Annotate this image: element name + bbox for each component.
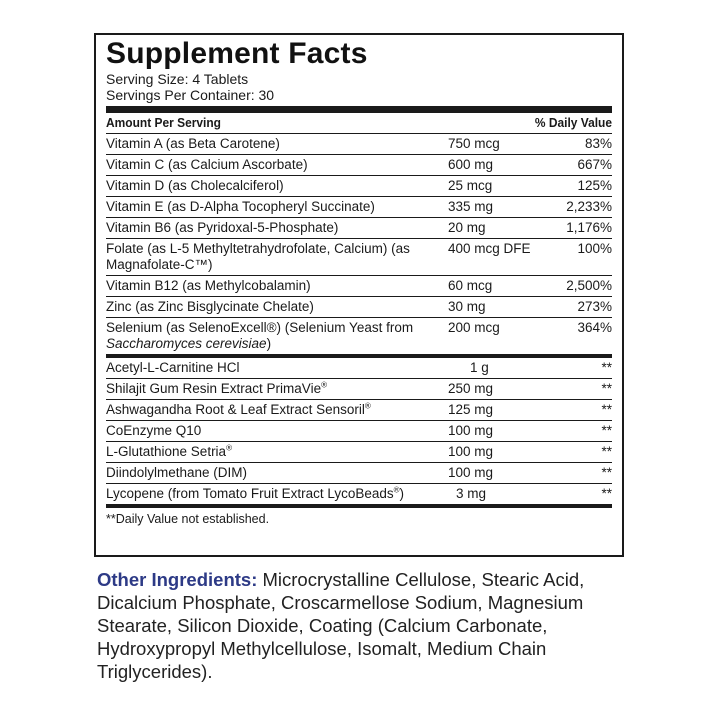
- nutrient-row: [106, 197, 612, 218]
- ingredient-name: [106, 381, 448, 397]
- nutrient-name: Vitamin D (as Cholecalciferol): [106, 178, 284, 193]
- nutrient-name: Zinc (as Zinc Bisglycinate Chelate): [106, 299, 314, 314]
- nutrient-row: [106, 318, 612, 354]
- ingredient-name: [106, 486, 448, 502]
- ingredient-name: Acetyl-L-Carnitine HCl: [106, 360, 240, 375]
- vitamin-rows: [106, 134, 612, 354]
- nutrient-dv: 364%: [577, 320, 612, 335]
- nutrient-row: [106, 297, 612, 318]
- nutrient-amount: 600 mg: [448, 157, 494, 172]
- nutrient-name-main: Selenium (as SelenoExcell®) (Selenium Yeast from: [106, 320, 414, 335]
- nutrient-name-end: ): [266, 336, 272, 351]
- nutrient-amount: 20 mg: [448, 220, 486, 235]
- nutrient-amount: 200 mcg: [448, 320, 500, 335]
- nutrient-dv: 1,176%: [566, 220, 612, 235]
- ingredient-name-text: Lycopene (from Tomato Fruit Extract LycoBeads: [106, 486, 394, 501]
- thick-divider: [106, 106, 612, 113]
- ingredient-amount: 3 mg: [456, 486, 487, 501]
- registered-mark: ®: [321, 380, 327, 390]
- ingredient-name: [106, 444, 448, 460]
- nutrient-name-italic: Saccharomyces cerevisiae: [106, 336, 267, 351]
- ingredient-row: [106, 463, 612, 484]
- nutrient-name: [106, 320, 448, 352]
- ingredient-row: [106, 484, 612, 508]
- nutrient-name: Vitamin A (as Beta Carotene): [106, 136, 280, 151]
- daily-value-footnote: **Daily Value not established.: [106, 512, 270, 526]
- ingredient-amount: 125 mg: [448, 402, 494, 417]
- serving-size: Serving Size: 4 Tablets: [106, 71, 249, 87]
- nutrient-name: Vitamin E (as D-Alpha Tocopheryl Succinate): [106, 199, 375, 214]
- nutrient-name: Vitamin C (as Calcium Ascorbate): [106, 157, 308, 172]
- ingredient-dv: **: [601, 423, 612, 438]
- ingredient-dv: **: [601, 444, 612, 459]
- nutrient-amount: 400 mcg DFE: [448, 241, 531, 256]
- nutrient-dv: 83%: [584, 136, 612, 151]
- ingredient-row: [106, 421, 612, 442]
- nutrient-dv: 100%: [577, 241, 612, 256]
- ingredient-name-text: Shilajit Gum Resin Extract PrimaVie: [106, 381, 322, 396]
- panel-title: Supplement Facts: [106, 37, 368, 70]
- ingredient-amount: 100 mg: [448, 423, 494, 438]
- ingredient-row: [106, 400, 612, 421]
- nutrient-name: Folate (as L-5 Methyltetrahydrofolate, Calcium) (as Magnafolate-C™): [106, 241, 410, 272]
- supplement-facts-panel: [94, 33, 624, 557]
- ingredient-dv: **: [601, 402, 612, 417]
- ingredient-dv: **: [601, 486, 612, 501]
- nutrient-dv: 125%: [577, 178, 612, 193]
- nutrient-row: [106, 218, 612, 239]
- ingredient-amount: 1 g: [470, 360, 489, 375]
- ingredient-dv: **: [601, 381, 612, 396]
- other-ingredients: [97, 568, 617, 683]
- ingredient-name-end: ): [399, 486, 405, 501]
- other-ingredients-label: Other Ingredients:: [97, 569, 258, 590]
- registered-mark: ®: [393, 485, 400, 495]
- amount-per-serving-header: Amount Per Serving: [106, 115, 221, 130]
- nutrient-row: [106, 134, 612, 155]
- nutrient-name: Vitamin B6 (as Pyridoxal-5-Phosphate): [106, 220, 339, 235]
- nutrient-amount: 750 mcg: [448, 136, 500, 151]
- nutrient-row: [106, 239, 612, 276]
- nutrient-row: [106, 155, 612, 176]
- ingredient-name: Diindolylmethane (DIM): [106, 465, 248, 480]
- ingredient-dv: **: [601, 360, 612, 375]
- ingredient-amount: 100 mg: [448, 465, 494, 480]
- column-header: [106, 113, 612, 134]
- ingredient-row: [106, 379, 612, 400]
- registered-mark: ®: [364, 401, 371, 411]
- ingredient-amount: 100 mg: [448, 444, 494, 459]
- nutrient-amount: 30 mg: [448, 299, 486, 314]
- ingredient-name: CoEnzyme Q10: [106, 423, 202, 438]
- servings-per-container: Servings Per Container: 30: [106, 87, 275, 103]
- nutrient-dv: 273%: [577, 299, 612, 314]
- nutrient-row: [106, 176, 612, 197]
- ingredient-dv: **: [601, 465, 612, 480]
- ingredient-name: [106, 402, 448, 418]
- ingredient-name-text: L-Glutathione Setria: [106, 444, 227, 459]
- ingredient-name-text: Ashwagandha Root & Leaf Extract Sensoril: [106, 402, 365, 417]
- ingredient-row: [106, 442, 612, 463]
- nutrient-row: [106, 276, 612, 297]
- nutrient-amount: 25 mcg: [448, 178, 493, 193]
- other-rows: [106, 358, 612, 508]
- nutrient-name: Vitamin B12 (as Methylcobalamin): [106, 278, 311, 293]
- nutrient-amount: 335 mg: [448, 199, 494, 214]
- nutrient-dv: 667%: [577, 157, 612, 172]
- other-ingredients-text: Microcrystalline Cellulose, Stearic Acid, Dicalcium Phosphate, Croscarmellose Sodium, Magnesium Stearate, Silicon Dioxide, Coating (Calcium Carbonate, Hydroxypropyl Methylcellulose, Isomalt, Medium Chain Triglycerides).: [97, 569, 585, 682]
- nutrient-amount: 60 mcg: [448, 278, 493, 293]
- daily-value-header: % Daily Value: [534, 115, 613, 130]
- ingredient-row: [106, 358, 612, 379]
- nutrient-dv: 2,500%: [566, 278, 612, 293]
- registered-mark: ®: [226, 443, 232, 453]
- ingredient-amount: 250 mg: [448, 381, 494, 396]
- nutrient-dv: 2,233%: [566, 199, 612, 214]
